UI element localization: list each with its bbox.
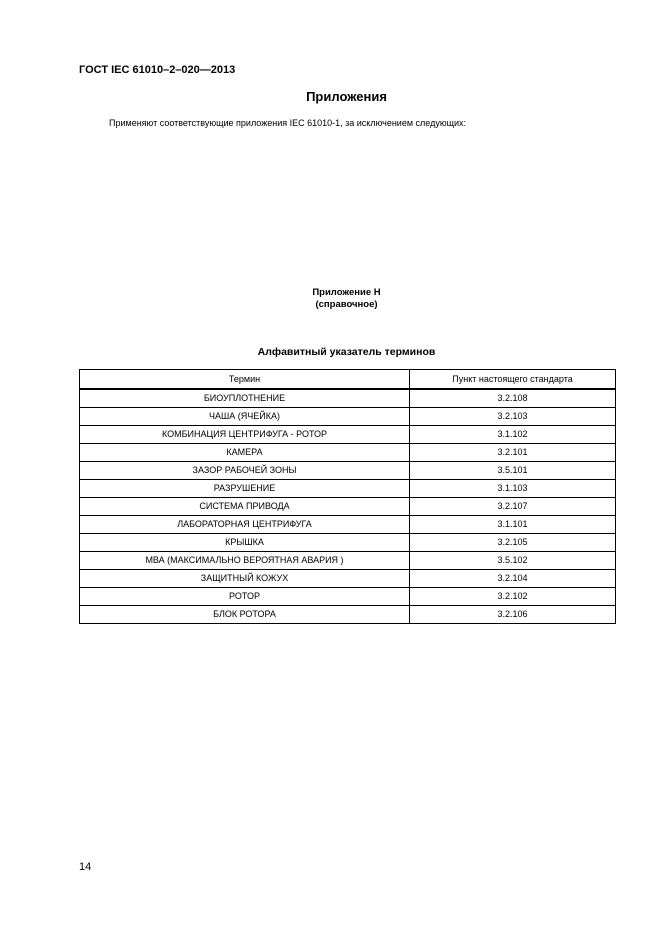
term-cell: БИОУПЛОТНЕНИЕ <box>80 389 410 408</box>
term-cell: МВА (МАКСИМАЛЬНО ВЕРОЯТНАЯ АВАРИЯ ) <box>80 552 410 570</box>
table-row <box>80 534 616 552</box>
clause-cell: 3.2.108 <box>410 389 616 408</box>
clause-cell: 3.2.107 <box>410 498 616 516</box>
page-number: 14 <box>79 861 92 873</box>
table-row <box>80 389 616 408</box>
table-row <box>80 588 616 606</box>
clause-cell: 3.2.103 <box>410 408 616 426</box>
section-title: Приложения <box>306 89 387 104</box>
term-cell: РАЗРУШЕНИЕ <box>80 480 410 498</box>
clause-cell: 3.1.101 <box>410 516 616 534</box>
table-row <box>80 426 616 444</box>
table-row <box>80 498 616 516</box>
term-cell: СИСТЕМА ПРИВОДА <box>80 498 410 516</box>
table-row <box>80 444 616 462</box>
document-code: ГОСТ IEC 61010–2–020—2013 <box>79 64 236 76</box>
column-header-term: Термин <box>80 370 410 390</box>
table-row <box>80 606 616 624</box>
intro-paragraph: Применяют соответствующие приложения IEC 61010-1, за исключением следующих: <box>109 118 467 128</box>
terms-index-table <box>79 369 616 624</box>
clause-cell: 3.1.103 <box>410 480 616 498</box>
clause-cell: 3.1.102 <box>410 426 616 444</box>
term-cell: БЛОК РОТОРА <box>80 606 410 624</box>
annex-heading <box>0 287 661 311</box>
clause-cell: 3.5.101 <box>410 462 616 480</box>
clause-cell: 3.2.101 <box>410 444 616 462</box>
clause-cell: 3.2.106 <box>410 606 616 624</box>
term-cell: РОТОР <box>80 588 410 606</box>
column-header-clause: Пункт настоящего стандарта <box>410 370 616 390</box>
term-cell: ЗАЩИТНЫЙ КОЖУХ <box>80 570 410 588</box>
table-row <box>80 570 616 588</box>
term-cell: ЧАША (ЯЧЕЙКА) <box>80 408 410 426</box>
table-row <box>80 516 616 534</box>
table-row <box>80 462 616 480</box>
table-row <box>80 480 616 498</box>
clause-cell: 3.2.102 <box>410 588 616 606</box>
term-cell: КАМЕРА <box>80 444 410 462</box>
term-cell: ЛАБОРАТОРНАЯ ЦЕНТРИФУГА <box>80 516 410 534</box>
term-cell: КРЫШКА <box>80 534 410 552</box>
annex-title: Приложение Н <box>312 287 381 298</box>
clause-cell: 3.5.102 <box>410 552 616 570</box>
clause-cell: 3.2.104 <box>410 570 616 588</box>
term-cell: КОМБИНАЦИЯ ЦЕНТРИФУГА - РОТОР <box>80 426 410 444</box>
table-row <box>80 408 616 426</box>
term-cell: ЗАЗОР РАБОЧЕЙ ЗОНЫ <box>80 462 410 480</box>
clause-cell: 3.2.105 <box>410 534 616 552</box>
annex-subtitle: (справочное) <box>315 299 378 310</box>
index-title: Алфавитный указатель терминов <box>257 346 436 358</box>
table-header-row <box>80 370 616 390</box>
table-row <box>80 552 616 570</box>
